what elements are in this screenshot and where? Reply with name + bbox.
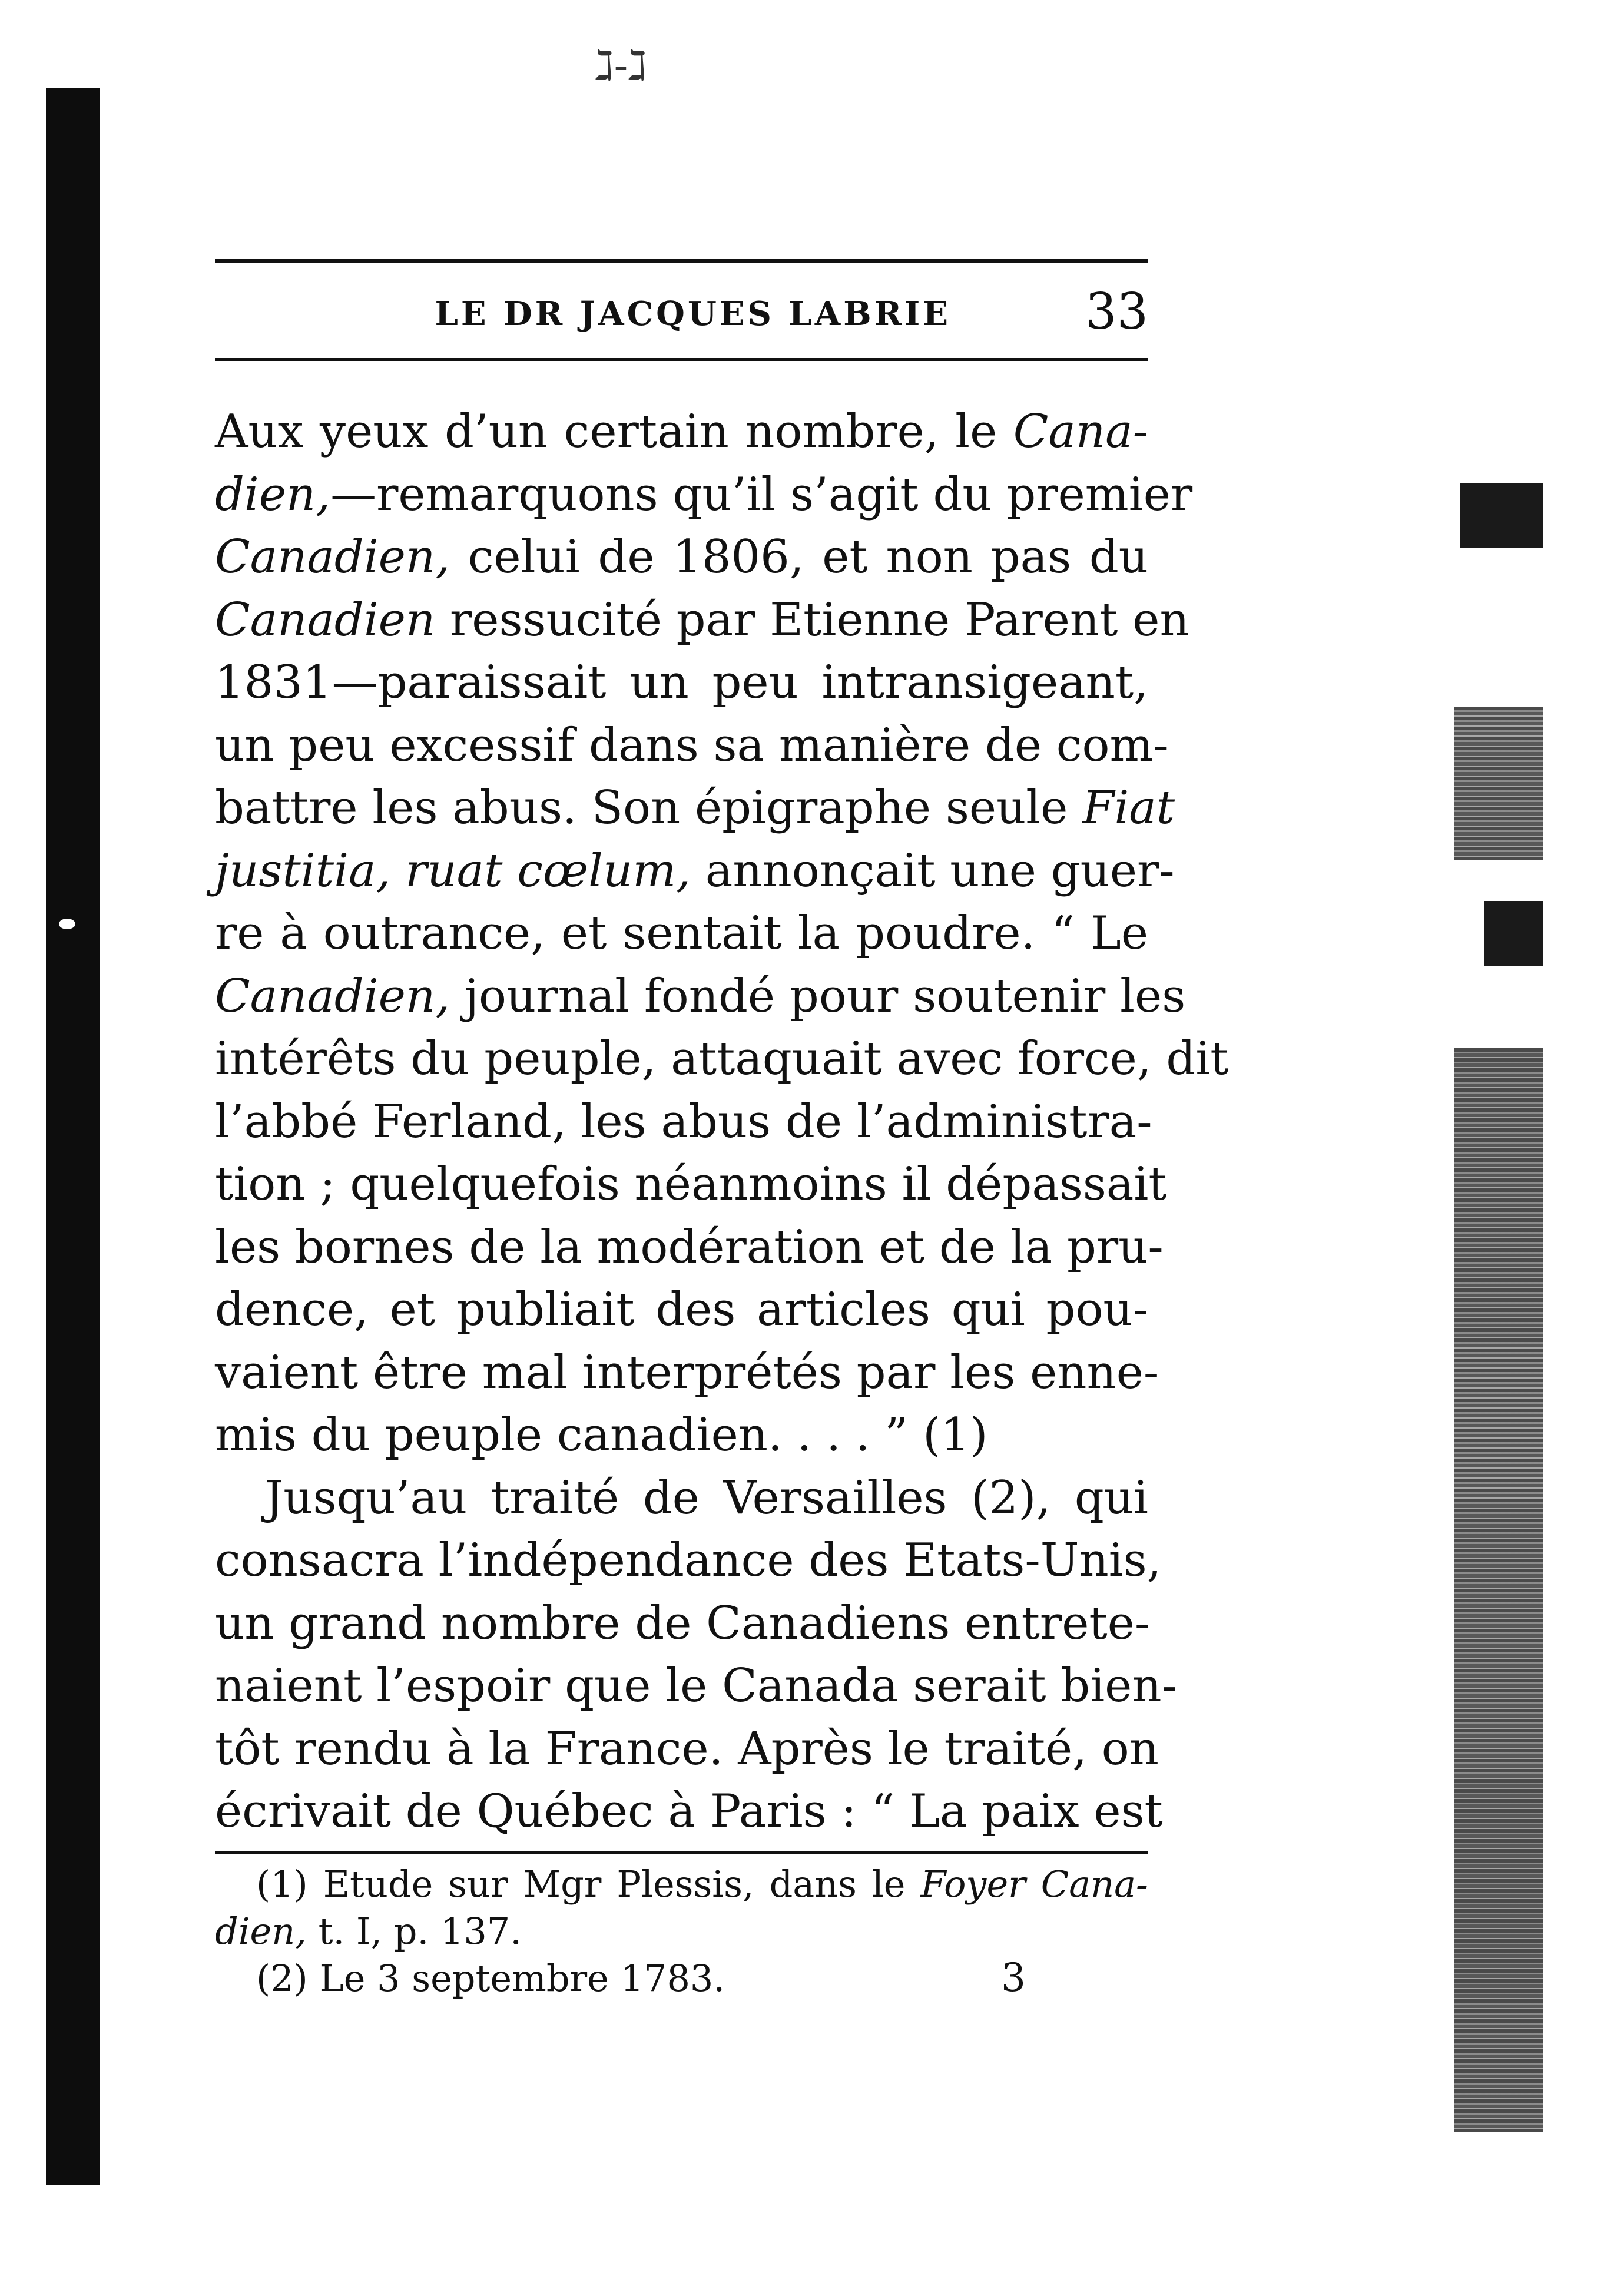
- text-line: [215, 840, 1175, 903]
- text-line: [215, 1529, 1162, 1592]
- italic-text: Canadien,: [215, 531, 450, 584]
- text-run: vaient être mal interprétés par les enne-: [215, 1346, 1159, 1399]
- text-run: (1) Etude sur Mgr Plessis, dans le: [256, 1863, 921, 1906]
- footnote-rule: [215, 1851, 1148, 1854]
- page-number: 33: [1085, 283, 1148, 340]
- signature-mark: 3: [1001, 1955, 1026, 2000]
- scan-block: [1460, 483, 1543, 548]
- header-top-rule: [215, 259, 1148, 263]
- text-line: [215, 1341, 1159, 1404]
- text-line: [215, 1592, 1151, 1655]
- text-run: les bornes de la modération et de la pru-: [215, 1220, 1164, 1274]
- text-line: [215, 1153, 1167, 1216]
- text-run: 1831—paraissait un peu intransigeant,: [215, 656, 1148, 709]
- text-run: dence, et publiait des articles qui pou-: [215, 1283, 1148, 1336]
- scan-edge-left: [46, 88, 100, 2185]
- scan-edge-right: [1449, 177, 1543, 2120]
- text-line: [215, 1467, 1148, 1530]
- text-run: re à outrance, et sentait la poudre. “ Le: [215, 907, 1148, 960]
- text-line: [215, 589, 1189, 652]
- scan-grain: [1454, 707, 1543, 860]
- page-header: [215, 277, 1148, 342]
- text-run: un grand nombre de Canadiens entrete-: [215, 1596, 1151, 1650]
- header-bottom-rule: [215, 358, 1148, 361]
- text-run: Jusqu’au traité de Versailles (2), qui: [265, 1471, 1148, 1525]
- top-scan-mark: ℷ-ℷ: [595, 41, 647, 90]
- text-run: Aux yeux d’un certain nombre, le: [215, 405, 1013, 458]
- text-run: l’abbé Ferland, les abus de l’administra-: [215, 1095, 1152, 1148]
- italic-text: Foyer Cana-: [920, 1863, 1148, 1906]
- running-head: LE DR JACQUES LABRIE: [435, 294, 951, 333]
- text-line: [215, 400, 1148, 463]
- text-line: [215, 777, 1175, 840]
- text-line: [215, 1028, 1229, 1091]
- text-run: tion ; quelquefois néanmoins il dépassait: [215, 1158, 1167, 1211]
- text-line: [215, 1718, 1159, 1781]
- text-run: écrivait de Québec à Paris : “ La paix est: [215, 1785, 1163, 1838]
- italic-text: dien,: [215, 468, 331, 521]
- text-run: ressucité par Etienne Parent en: [435, 593, 1189, 647]
- italic-text: Fiat: [1082, 781, 1175, 834]
- text-line: [215, 463, 1193, 526]
- italic-text: Cana-: [1013, 405, 1148, 458]
- text-run: —remarquons qu’il s’agit du premier: [330, 468, 1193, 521]
- footnote-line: [215, 1908, 1148, 1955]
- italic-text: Canadien,: [215, 969, 450, 1023]
- scan-grain: [1454, 1048, 1543, 2132]
- text-run: annonçait une guer-: [691, 844, 1175, 897]
- text-line: [215, 965, 1186, 1028]
- text-run: (2) Le 3 septembre 1783.: [256, 1957, 725, 2000]
- text-run: t. I, p. 137.: [306, 1910, 522, 1953]
- text-line: [215, 1278, 1148, 1341]
- text-line: [215, 1091, 1152, 1154]
- text-run: un peu excessif dans sa manière de com-: [215, 718, 1169, 772]
- text-line: [215, 714, 1169, 777]
- text-line: [215, 1655, 1177, 1718]
- scan-block: [1484, 901, 1543, 966]
- text-run: tôt rendu à la France. Après le traité, on: [215, 1722, 1159, 1775]
- text-run: naient l’espoir que le Canada serait bien-: [215, 1659, 1177, 1712]
- text-run: mis du peuple canadien. . . . ” (1): [215, 1409, 988, 1462]
- text-line: [215, 526, 1148, 589]
- text-line: [215, 1216, 1164, 1279]
- text-run: celui de 1806, et non pas du: [450, 531, 1148, 584]
- italic-text: dien,: [215, 1910, 307, 1953]
- text-line: [215, 1780, 1163, 1843]
- text-run: consacra l’indépendance des Etats-Unis,: [215, 1534, 1162, 1587]
- text-line: [215, 902, 1148, 965]
- scan-edge-notch: [59, 919, 75, 929]
- italic-text: justitia, ruat cœlum,: [215, 844, 691, 897]
- text-run: intérêts du peuple, attaquait avec force, dit: [215, 1032, 1229, 1085]
- text-run: journal fondé pour soutenir les: [450, 969, 1186, 1023]
- italic-text: Canadien: [215, 593, 436, 647]
- text-run: battre les abus. Son épigraphe seule: [215, 781, 1083, 834]
- text-line: [215, 651, 1148, 714]
- text-line: [215, 1404, 1148, 1467]
- body-text: [215, 400, 1229, 1843]
- footnote-line: [215, 1861, 1148, 1908]
